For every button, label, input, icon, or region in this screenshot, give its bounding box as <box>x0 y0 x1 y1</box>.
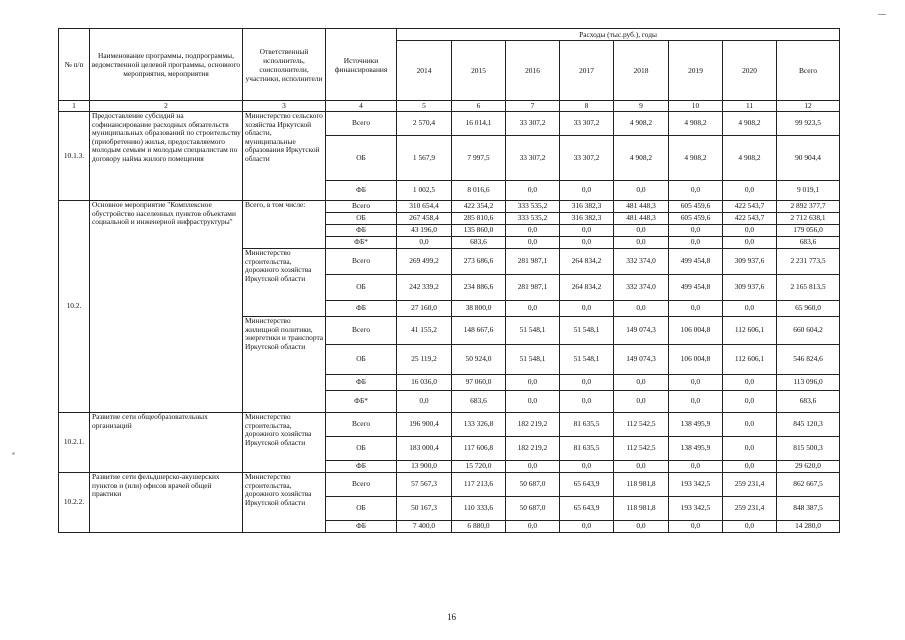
year-value: 149 074,3 <box>614 345 669 375</box>
year-value: 0,0 <box>723 225 777 237</box>
total-value: 2 165 813,5 <box>777 275 840 301</box>
year-value: 117 606,8 <box>452 437 506 461</box>
executor: Министерство жилищной политики, энергетики и транспорта Иркутской области <box>243 317 326 413</box>
year-value: 605 459,6 <box>669 213 723 225</box>
table-row <box>59 112 840 136</box>
row-number: 10.2. <box>59 201 90 413</box>
year-value: 0,0 <box>506 237 560 249</box>
year-value: 0,0 <box>397 237 452 249</box>
total-value: 683,6 <box>777 237 840 249</box>
column-number: 10 <box>669 101 723 112</box>
total-value: 29 620,0 <box>777 461 840 473</box>
year-value: 0,0 <box>506 181 560 201</box>
year-value: 106 004,8 <box>669 345 723 375</box>
year-value: 0,0 <box>669 237 723 249</box>
funding-source: Всего <box>326 473 397 497</box>
year-value: 267 458,4 <box>397 213 452 225</box>
year-value: 332 374,0 <box>614 275 669 301</box>
year-value: 259 231,4 <box>723 497 777 521</box>
total-value: 848 387,5 <box>777 497 840 521</box>
year-value: 0,0 <box>560 391 614 413</box>
year-value: 16 036,0 <box>397 375 452 391</box>
year-value: 51 548,1 <box>506 345 560 375</box>
year-value: 333 535,2 <box>506 201 560 213</box>
year-value: 57 567,3 <box>397 473 452 497</box>
year-value: 0,0 <box>614 225 669 237</box>
year-value: 4 908,2 <box>723 136 777 181</box>
year-value: 0,0 <box>669 461 723 473</box>
year-value: 117 213,6 <box>452 473 506 497</box>
funding-source: ОБ <box>326 275 397 301</box>
year-value: 242 339,2 <box>397 275 452 301</box>
column-number: 2 <box>90 101 243 112</box>
year-value: 281 987,1 <box>506 275 560 301</box>
expenses-table <box>58 28 840 533</box>
year-value: 149 074,3 <box>614 317 669 345</box>
year-value: 110 333,6 <box>452 497 506 521</box>
column-number: 6 <box>452 101 506 112</box>
year-value: 481 448,3 <box>614 201 669 213</box>
year-value: 0,0 <box>723 391 777 413</box>
year-value: 138 495,9 <box>669 437 723 461</box>
year-value: 7 997,5 <box>452 136 506 181</box>
year-value: 0,0 <box>723 413 777 437</box>
year-value: 50 687,0 <box>506 473 560 497</box>
year-value: 38 800,0 <box>452 301 506 317</box>
total-value: 99 923,5 <box>777 112 840 136</box>
year-value: 118 981,8 <box>614 473 669 497</box>
total-value: 113 096,0 <box>777 375 840 391</box>
funding-source: Всего <box>326 249 397 275</box>
funding-source: ФБ <box>326 181 397 201</box>
year-value: 15 720,0 <box>452 461 506 473</box>
year-value: 50 687,0 <box>506 497 560 521</box>
year-value: 0,0 <box>614 237 669 249</box>
header-expenses: Расходы (тыс.руб.), годы <box>397 29 840 41</box>
total-value: 815 500,3 <box>777 437 840 461</box>
document-sheet <box>58 28 840 533</box>
year-value: 0,0 <box>669 521 723 533</box>
header-executor: Ответственный исполнитель, соисполнители, участники, исполнители <box>243 29 326 101</box>
total-value: 2 712 638,1 <box>777 213 840 225</box>
year-value: 605 459,6 <box>669 201 723 213</box>
year-value: 27 160,0 <box>397 301 452 317</box>
year-value: 264 834,2 <box>560 249 614 275</box>
year-value: 0,0 <box>614 181 669 201</box>
year-value: 0,0 <box>669 301 723 317</box>
year-value: 309 937,6 <box>723 249 777 275</box>
year-value: 182 219,2 <box>506 413 560 437</box>
total-value: 845 120,3 <box>777 413 840 437</box>
header-year: 2020 <box>723 41 777 101</box>
table-row <box>59 473 840 497</box>
year-value: 0,0 <box>506 391 560 413</box>
header-source: Источники финансирования <box>326 29 397 101</box>
year-value: 0,0 <box>614 375 669 391</box>
year-value: 422 543,7 <box>723 201 777 213</box>
year-value: 0,0 <box>506 301 560 317</box>
executor: Всего, в том числе: <box>243 201 326 249</box>
year-value: 0,0 <box>560 301 614 317</box>
column-number: 11 <box>723 101 777 112</box>
year-value: 2 570,4 <box>397 112 452 136</box>
year-value: 112 606,1 <box>723 345 777 375</box>
year-value: 333 535,2 <box>506 213 560 225</box>
year-value: 0,0 <box>669 225 723 237</box>
year-value: 310 654,4 <box>397 201 452 213</box>
year-value: 193 342,5 <box>669 473 723 497</box>
year-value: 7 400,0 <box>397 521 452 533</box>
year-value: 33 307,2 <box>506 136 560 181</box>
year-value: 264 834,2 <box>560 275 614 301</box>
year-value: 234 886,6 <box>452 275 506 301</box>
year-value: 422 354,2 <box>452 201 506 213</box>
funding-source: ФБ <box>326 225 397 237</box>
year-value: 50 167,3 <box>397 497 452 521</box>
year-value: 499 454,8 <box>669 249 723 275</box>
funding-source: ОБ <box>326 345 397 375</box>
year-value: 332 374,0 <box>614 249 669 275</box>
year-value: 106 004,8 <box>669 317 723 345</box>
year-value: 50 924,0 <box>452 345 506 375</box>
year-value: 422 543,7 <box>723 213 777 225</box>
year-value: 25 119,2 <box>397 345 452 375</box>
year-value: 118 981,8 <box>614 497 669 521</box>
header-year: 2014 <box>397 41 452 101</box>
year-value: 0,0 <box>560 521 614 533</box>
executor: Министерство сельского хозяйства Иркутской области, муниципальные образования Иркутской области <box>243 112 326 201</box>
year-value: 0,0 <box>614 521 669 533</box>
year-value: 0,0 <box>614 301 669 317</box>
year-value: 1 567,9 <box>397 136 452 181</box>
year-value: 481 448,3 <box>614 213 669 225</box>
scan-edge-dot <box>12 452 15 455</box>
year-value: 683,6 <box>452 391 506 413</box>
funding-source: ФБ* <box>326 391 397 413</box>
year-value: 0,0 <box>506 461 560 473</box>
year-value: 4 908,2 <box>669 136 723 181</box>
year-value: 316 382,3 <box>560 201 614 213</box>
year-value: 112 606,1 <box>723 317 777 345</box>
year-value: 112 542,5 <box>614 437 669 461</box>
year-value: 6 880,0 <box>452 521 506 533</box>
year-value: 281 987,1 <box>506 249 560 275</box>
year-value: 135 860,0 <box>452 225 506 237</box>
year-value: 148 667,6 <box>452 317 506 345</box>
header-year: 2018 <box>614 41 669 101</box>
funding-source: ОБ <box>326 497 397 521</box>
year-value: 65 643,9 <box>560 473 614 497</box>
page-number: 16 <box>447 612 456 622</box>
year-value: 0,0 <box>723 521 777 533</box>
header-row-top <box>59 29 840 41</box>
header-year: 2015 <box>452 41 506 101</box>
year-value: 273 686,6 <box>452 249 506 275</box>
header-year: 2016 <box>506 41 560 101</box>
year-value: 183 000,4 <box>397 437 452 461</box>
column-number: 7 <box>506 101 560 112</box>
column-number: 1 <box>59 101 90 112</box>
total-value: 14 280,0 <box>777 521 840 533</box>
program-name: Развитие сети общеобразовательных организаций <box>90 413 243 473</box>
header-year: 2017 <box>560 41 614 101</box>
year-value: 0,0 <box>560 461 614 473</box>
year-value: 0,0 <box>506 375 560 391</box>
year-value: 8 016,6 <box>452 181 506 201</box>
funding-source: ОБ <box>326 437 397 461</box>
year-value: 51 548,1 <box>560 345 614 375</box>
funding-source: ФБ <box>326 521 397 533</box>
year-value: 0,0 <box>723 301 777 317</box>
total-value: 683,6 <box>777 391 840 413</box>
year-value: 1 002,5 <box>397 181 452 201</box>
year-value: 0,0 <box>723 237 777 249</box>
column-number: 5 <box>397 101 452 112</box>
row-number: 10.2.2. <box>59 473 90 533</box>
year-value: 0,0 <box>614 461 669 473</box>
year-value: 97 060,0 <box>452 375 506 391</box>
year-value: 259 231,4 <box>723 473 777 497</box>
year-value: 33 307,2 <box>506 112 560 136</box>
header-year: 2019 <box>669 41 723 101</box>
year-value: 138 495,9 <box>669 413 723 437</box>
year-value: 683,6 <box>452 237 506 249</box>
column-numbering-row <box>59 101 840 112</box>
table-body <box>59 29 840 533</box>
year-value: 65 643,9 <box>560 497 614 521</box>
total-value: 2 231 773,5 <box>777 249 840 275</box>
header-name: Наименование программы, подпрограммы, ведомственной целевой программы, основного мероприятия, мероприятия <box>90 29 243 101</box>
total-value: 862 667,5 <box>777 473 840 497</box>
year-value: 112 542,5 <box>614 413 669 437</box>
year-value: 81 635,5 <box>560 437 614 461</box>
year-value: 41 155,2 <box>397 317 452 345</box>
year-value: 309 937,6 <box>723 275 777 301</box>
funding-source: ФБ <box>326 375 397 391</box>
year-value: 285 810,6 <box>452 213 506 225</box>
year-value: 269 499,2 <box>397 249 452 275</box>
executor: Министерство строительства, дорожного хозяйства Иркутской области <box>243 473 326 533</box>
row-number: 10.1.3. <box>59 112 90 201</box>
table-row <box>59 413 840 437</box>
year-value: 0,0 <box>723 375 777 391</box>
table-row <box>59 201 840 213</box>
executor: Министерство строительства, дорожного хозяйства Иркутской области <box>243 413 326 473</box>
total-value: 65 960,0 <box>777 301 840 317</box>
year-value: 0,0 <box>397 391 452 413</box>
column-number: 8 <box>560 101 614 112</box>
year-value: 0,0 <box>560 225 614 237</box>
total-value: 90 904,4 <box>777 136 840 181</box>
year-value: 13 900,0 <box>397 461 452 473</box>
scan-corner-mark <box>878 14 886 15</box>
year-value: 4 908,2 <box>669 112 723 136</box>
total-value: 660 604,2 <box>777 317 840 345</box>
year-value: 0,0 <box>560 375 614 391</box>
year-value: 33 307,2 <box>560 112 614 136</box>
year-value: 0,0 <box>614 391 669 413</box>
funding-source: ОБ <box>326 213 397 225</box>
year-value: 4 908,2 <box>723 112 777 136</box>
program-name: Развитие сети фельдшерско-акушерских пунктов и (или) офисов врачей общей практики <box>90 473 243 533</box>
total-value: 2 892 377,7 <box>777 201 840 213</box>
year-value: 316 382,3 <box>560 213 614 225</box>
year-value: 0,0 <box>560 237 614 249</box>
year-value: 0,0 <box>723 461 777 473</box>
funding-source: ФБ <box>326 461 397 473</box>
total-value: 179 056,0 <box>777 225 840 237</box>
year-value: 0,0 <box>669 391 723 413</box>
year-value: 0,0 <box>506 225 560 237</box>
funding-source: ФБ <box>326 301 397 317</box>
year-value: 499 454,8 <box>669 275 723 301</box>
funding-source: Всего <box>326 413 397 437</box>
program-name: Предоставление субсидий на софинансирование расходных обязательств муниципальных образований по строительству (приобретению) жилья, предоставляемого молодым семьям и молодым специалистам по договору найма жилого помещения <box>90 112 243 201</box>
header-number: № п/п <box>59 29 90 101</box>
year-value: 0,0 <box>506 521 560 533</box>
year-value: 0,0 <box>723 181 777 201</box>
column-number: 4 <box>326 101 397 112</box>
year-value: 51 548,1 <box>506 317 560 345</box>
header-total: Всего <box>777 41 840 101</box>
year-value: 43 196,0 <box>397 225 452 237</box>
year-value: 0,0 <box>669 375 723 391</box>
year-value: 4 908,2 <box>614 112 669 136</box>
year-value: 51 548,1 <box>560 317 614 345</box>
year-value: 0,0 <box>560 181 614 201</box>
year-value: 4 908,2 <box>614 136 669 181</box>
funding-source: ОБ <box>326 136 397 181</box>
year-value: 182 219,2 <box>506 437 560 461</box>
year-value: 0,0 <box>669 181 723 201</box>
column-number: 9 <box>614 101 669 112</box>
year-value: 81 635,5 <box>560 413 614 437</box>
year-value: 16 014,1 <box>452 112 506 136</box>
row-number: 10.2.1. <box>59 413 90 473</box>
year-value: 196 900,4 <box>397 413 452 437</box>
year-value: 0,0 <box>723 437 777 461</box>
year-value: 193 342,5 <box>669 497 723 521</box>
executor: Министерство строительства, дорожного хозяйства Иркутской области <box>243 249 326 317</box>
funding-source: Всего <box>326 112 397 136</box>
column-number: 3 <box>243 101 326 112</box>
total-value: 9 019,1 <box>777 181 840 201</box>
funding-source: Всего <box>326 317 397 345</box>
program-name: Основное мероприятие "Комплексное обустройство населенных пунктов объектами социальной и инженерной инфраструктуры" <box>90 201 243 413</box>
funding-source: ФБ* <box>326 237 397 249</box>
funding-source: Всего <box>326 201 397 213</box>
total-value: 546 824,6 <box>777 345 840 375</box>
column-number: 12 <box>777 101 840 112</box>
year-value: 133 326,8 <box>452 413 506 437</box>
year-value: 33 307,2 <box>560 136 614 181</box>
